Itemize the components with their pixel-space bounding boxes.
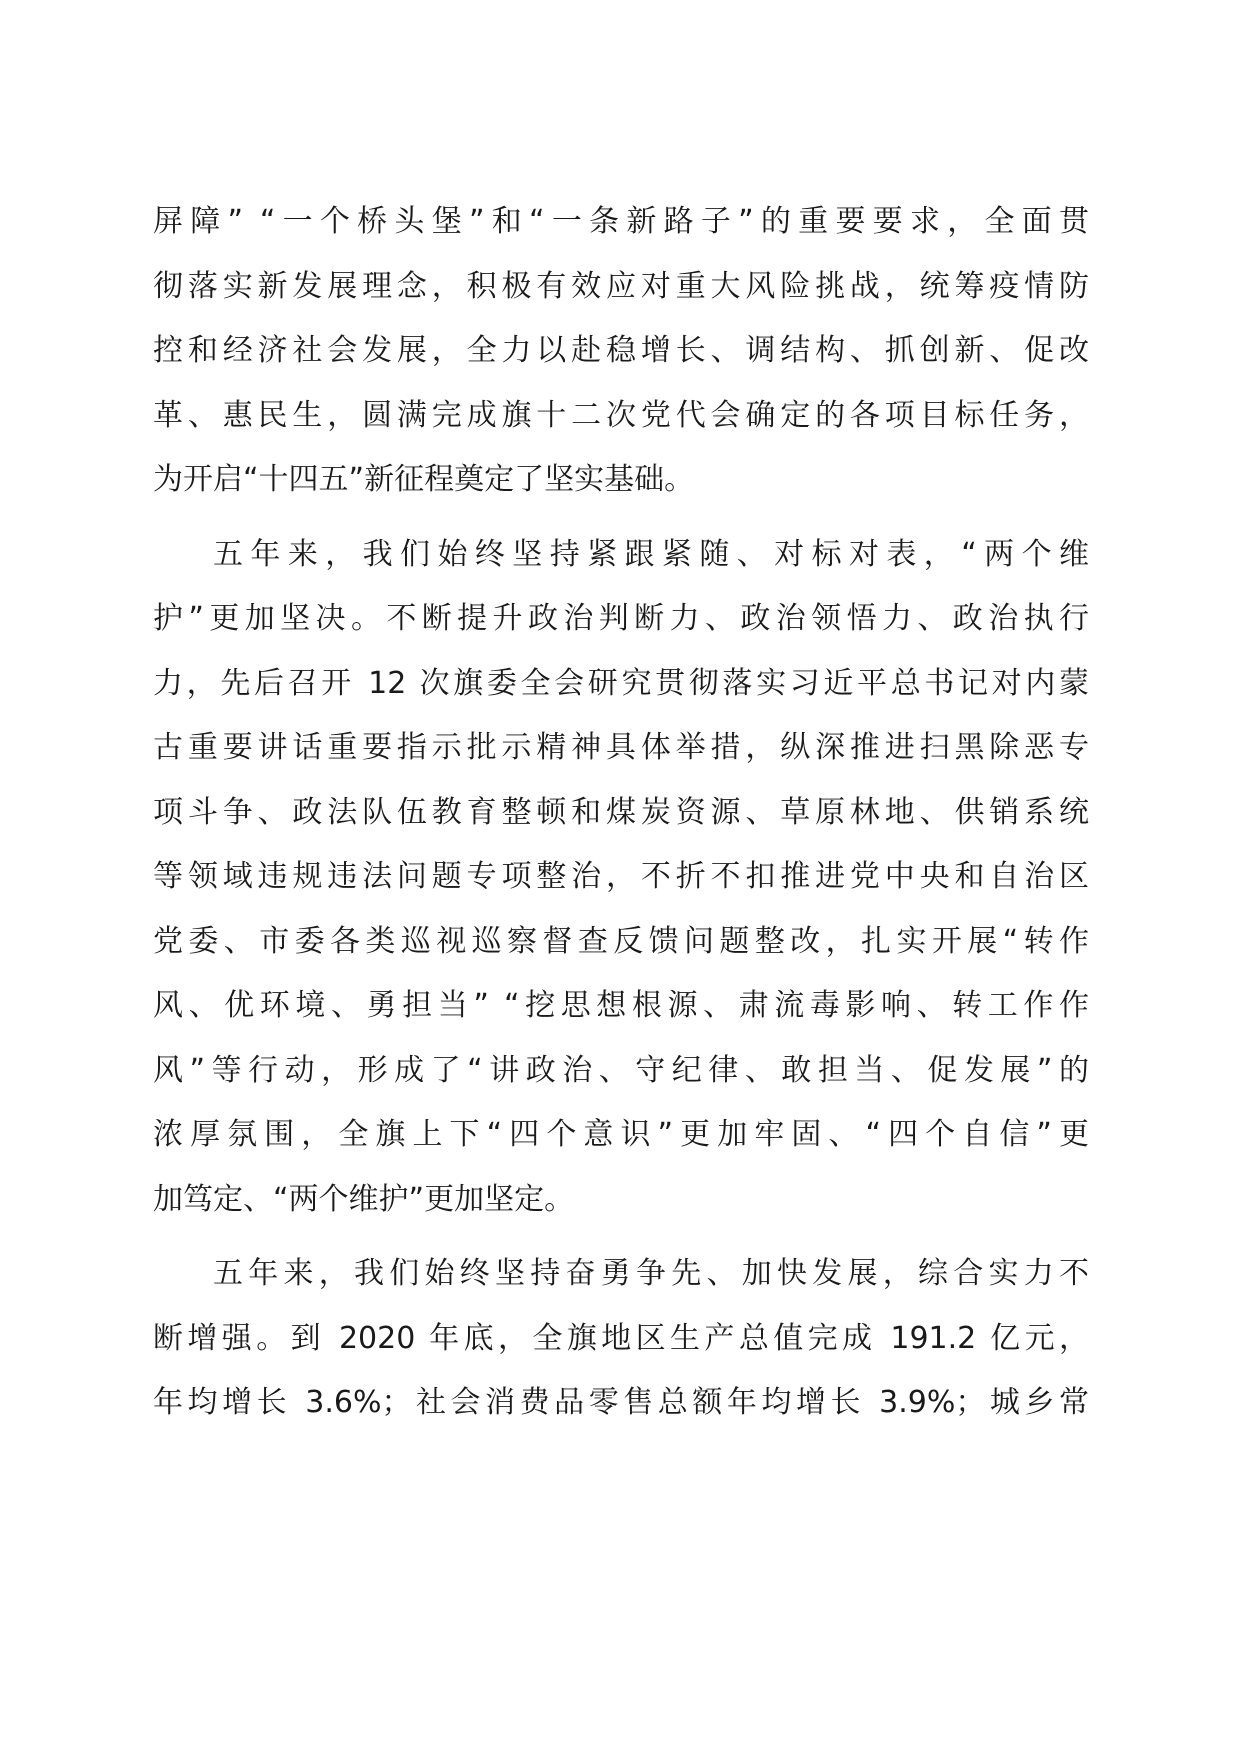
- text-line: 风”等行动，形成了“讲政治、守纪律、敢担当、促发展”的: [153, 1052, 1089, 1088]
- paragraph-2: [153, 523, 1089, 1233]
- text-line: 控和经济社会发展，全力以赴稳增长、调结构、抓创新、促改: [153, 333, 1089, 368]
- text-line: 年均增长 3.6%；社会消费品零售总额年均增长 3.9%；城乡常: [153, 1385, 1089, 1420]
- paragraph-3: [153, 1242, 1089, 1436]
- text-line: 彻落实新发展理念，积极有效应对重大风险挑战，统筹疫情防: [153, 268, 1089, 304]
- paragraph-gap: [153, 1232, 1089, 1242]
- text-line: 护”更加坚决。不断提升政治判断力、政治领悟力、政治执行: [153, 601, 1089, 636]
- text-line: 浓厚氛围，全旗上下“四个意识”更加牢固、“四个自信”更: [153, 1117, 1089, 1152]
- text-line: 古重要讲话重要指示批示精神具体举措，纵深推进扫黑除恶专: [153, 730, 1089, 765]
- text-line: 加笃定、“两个维护”更加坚定。: [153, 1181, 575, 1217]
- text-line: 断增强。到 2020 年底，全旗地区生产总值完成 191.2 亿元，: [153, 1320, 1089, 1356]
- text-line: 等领域违规违法问题专项整治，不折不扣推进党中央和自治区: [153, 859, 1089, 894]
- text-line: 屏障” “一个桥头堡”和“一条新路子”的重要要求，全面贯: [153, 204, 1089, 239]
- text-line: 五年来，我们始终坚持紧跟紧随、对标对表，“两个维: [213, 536, 1089, 572]
- text-line: 革、惠民生，圆满完成旗十二次党代会确定的各项目标任务，: [153, 397, 1089, 433]
- text-line: 风、优环境、勇担当” “挖思想根源、肃流毒影响、转工作作: [153, 988, 1089, 1023]
- paragraph-gap: [153, 513, 1089, 523]
- text-line: 五年来，我们始终坚持奋勇争先、加快发展，综合实力不: [213, 1256, 1089, 1291]
- body-text: [153, 190, 1089, 1436]
- text-line: 项斗争、政法队伍教育整顿和煤炭资源、草原林地、供销系统: [153, 794, 1089, 830]
- paragraph-1: [153, 190, 1089, 513]
- text-line: 为开启“十四五”新征程奠定了坚实基础。: [153, 462, 695, 497]
- text-line: 党委、市委各类巡视巡察督查反馈问题整改，扎实开展“转作: [153, 923, 1089, 959]
- text-line: 力，先后召开 12 次旗委全会研究贯彻落实习近平总书记对内蒙: [153, 665, 1089, 701]
